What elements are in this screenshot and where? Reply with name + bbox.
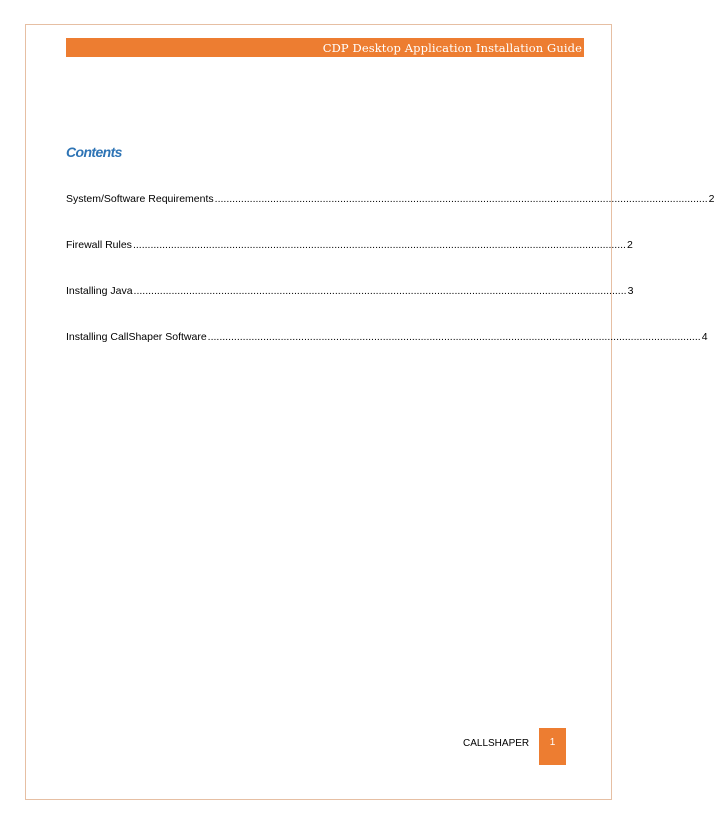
header-title: CDP Desktop Application Installation Guide: [322, 40, 582, 55]
header-bar: [66, 38, 584, 57]
toc-entry-label: System/Software Requirements: [66, 193, 214, 205]
toc-entry-page: 3: [627, 285, 634, 297]
footer-page-number: 1: [549, 737, 556, 748]
toc-dot-leader: .........................................................................................................................................................................: [132, 239, 626, 251]
toc-entry-firewall-rules[interactable]: [66, 239, 633, 253]
toc-entry-installing-java[interactable]: [66, 285, 634, 299]
toc-entry-page: 2: [626, 239, 633, 251]
toc-dot-leader: .........................................................................................................................................................................: [214, 193, 708, 205]
toc-entry-system-requirements[interactable]: [66, 193, 715, 207]
toc-entry-label: Installing CallShaper Software: [66, 331, 207, 343]
footer-page-box: [539, 728, 566, 765]
page-border: [25, 24, 612, 800]
toc-dot-leader: .........................................................................................................................................................................: [133, 285, 627, 297]
toc-entry-label: Installing Java: [66, 285, 133, 297]
toc-entry-page: 4: [701, 331, 708, 343]
toc-entry-label: Firewall Rules: [66, 239, 132, 251]
toc-dot-leader: .........................................................................................................................................................................: [207, 331, 701, 343]
contents-heading: Contents: [66, 144, 122, 160]
footer-company: CALLSHAPER: [463, 738, 530, 749]
toc-entry-installing-callshaper[interactable]: [66, 331, 708, 345]
toc-entry-page: 2: [708, 193, 715, 205]
